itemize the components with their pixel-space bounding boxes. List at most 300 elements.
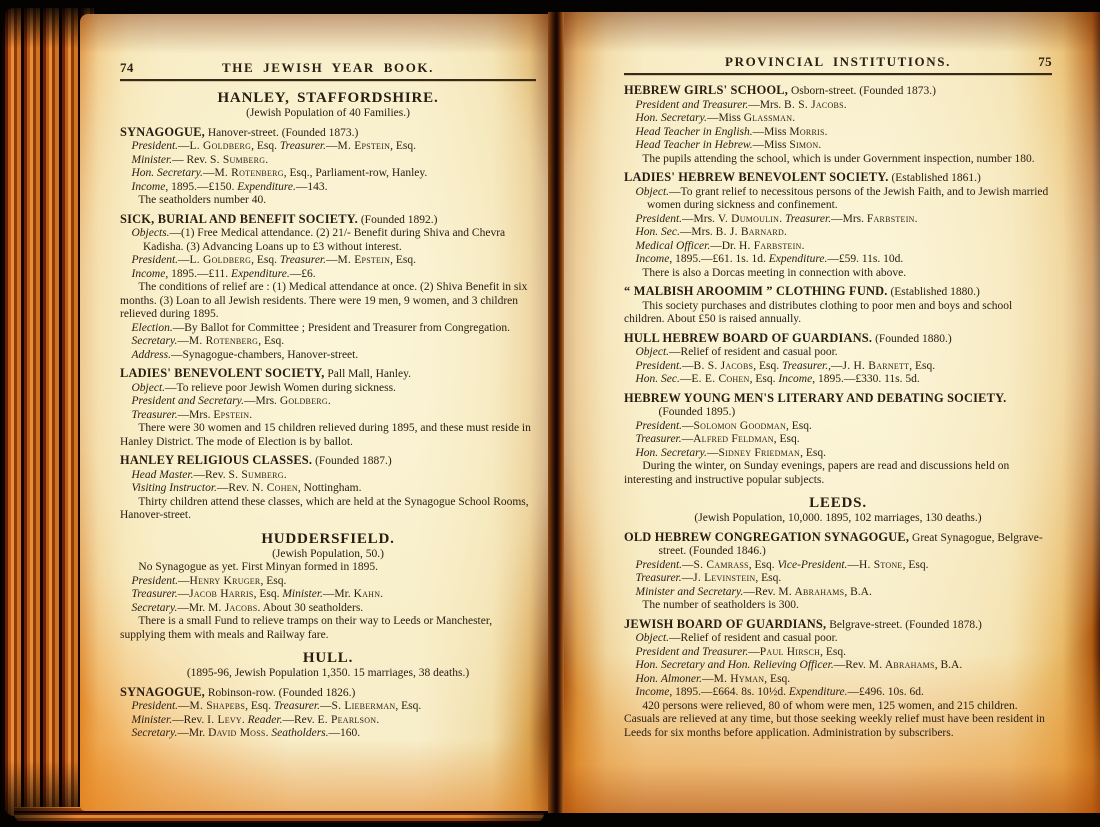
text-run: , Esq. bbox=[258, 335, 285, 347]
left-page-inner bbox=[80, 14, 548, 811]
officer-line bbox=[120, 268, 536, 282]
institution-heading bbox=[624, 618, 1052, 633]
institution-heading bbox=[120, 126, 536, 141]
right-page bbox=[564, 12, 1100, 813]
officer-line bbox=[624, 673, 1052, 687]
text-run: The conditions of relief are : (1) Medical attendance at once. (2) Shiva Benefit in six months. (3) Loan to all Jewish residents. There were 19 men, 9 women, and 3 children relieved during 1895. bbox=[120, 281, 528, 320]
text-run: . bbox=[283, 468, 287, 481]
text-run: Hon. Secretary. bbox=[131, 167, 203, 179]
text-run: . bbox=[914, 212, 918, 225]
book-gutter bbox=[548, 12, 564, 813]
text-run: HEBREW GIRLS' SCHOOL, bbox=[624, 83, 789, 97]
text-run: Epstein bbox=[213, 408, 250, 421]
text-run: , Esq. bbox=[390, 254, 417, 266]
text-run: I. Levy bbox=[207, 713, 242, 726]
institution-heading bbox=[624, 531, 1052, 559]
text-run: Treasurer. bbox=[273, 700, 320, 712]
text-run: OLD HEBREW CONGREGATION SYNAGOGUE, bbox=[624, 529, 910, 544]
text-run: , 1895.—£11. bbox=[165, 267, 232, 280]
text-run: —Mrs. bbox=[177, 408, 214, 421]
text-run: Osborn-street. (Founded 1873.) bbox=[788, 85, 936, 97]
text-run: —Mr. bbox=[177, 601, 209, 614]
text-run: , Esq. bbox=[749, 373, 779, 385]
text-run: Henry Kruger bbox=[189, 574, 261, 587]
text-run: S. Sumberg bbox=[209, 153, 266, 166]
text-run: M. Rotenberg bbox=[214, 167, 284, 179]
text-run: . bbox=[265, 153, 269, 166]
text-run: , Esq. bbox=[785, 419, 812, 432]
officer-line bbox=[120, 575, 536, 589]
text-run: —To grant relief to necessitous persons of the Jewish Faith, and to Jewish married women during sickness and confinement. bbox=[647, 185, 1049, 211]
text-run: —Rev. bbox=[282, 713, 318, 726]
text-run: President. bbox=[635, 558, 683, 571]
text-run: , Esq. bbox=[245, 700, 274, 712]
text-run: Medical Officer. bbox=[635, 239, 711, 252]
text-run: —By Ballot for Committee ; President and Treasurer from Congregation. bbox=[172, 321, 510, 334]
officer-line bbox=[624, 632, 1052, 646]
description-paragraph bbox=[120, 194, 536, 208]
text-run: — bbox=[178, 140, 190, 152]
text-run: David Moss bbox=[208, 727, 266, 739]
text-run: Secretary. bbox=[131, 727, 178, 739]
text-run: — Rev. bbox=[172, 153, 210, 166]
text-run: . bbox=[779, 212, 785, 225]
text-run: HEBREW YOUNG MEN'S LITERARY AND DEBATING SOCIETY. bbox=[624, 390, 1007, 405]
text-run: V. Dumoulin bbox=[717, 212, 780, 225]
officer-line bbox=[120, 727, 536, 741]
text-run: . bbox=[249, 408, 253, 421]
text-run: — bbox=[679, 373, 692, 385]
text-run: Simon bbox=[789, 139, 819, 151]
officer-line bbox=[624, 213, 1052, 227]
text-run: Morris bbox=[789, 125, 825, 138]
officer-line bbox=[120, 395, 536, 409]
officer-line bbox=[624, 139, 1052, 153]
text-run: —£496. 10s. 6d. bbox=[847, 686, 924, 698]
text-run: Treasurer. bbox=[279, 140, 327, 152]
text-run: — bbox=[681, 572, 694, 584]
text-run: (Jewish Population, 10,000. 1895, 102 marriages, 130 deaths.) bbox=[694, 512, 982, 524]
officer-line bbox=[624, 373, 1052, 387]
text-run: Sidney Friedman bbox=[718, 446, 801, 459]
text-run: H. Farbstein bbox=[738, 239, 802, 252]
text-run: Expenditure. bbox=[237, 180, 296, 193]
text-run: Secretary. bbox=[131, 601, 178, 614]
text-run: —Mrs. bbox=[831, 212, 867, 225]
text-run: , 1895.—£61. 1s. 1d. bbox=[669, 253, 769, 265]
officer-line bbox=[624, 346, 1052, 360]
text-run: — bbox=[847, 558, 859, 571]
text-run: , Esq. bbox=[251, 140, 280, 152]
text-run: , Esq., Parliament-row, Hanley. bbox=[283, 167, 428, 179]
text-run: M. Epstein bbox=[337, 140, 391, 152]
text-run: LADIES' HEBREW BENEVOLENT SOCIETY. bbox=[624, 170, 889, 184]
text-run: (Founded 1892.) bbox=[357, 213, 438, 226]
text-run: (Established 1880.) bbox=[887, 286, 980, 298]
text-run: There is also a Dorcas meeting in connection with above. bbox=[642, 266, 907, 279]
text-run: . About 30 seatholders. bbox=[257, 601, 364, 614]
text-run: — bbox=[702, 672, 714, 685]
population-line bbox=[120, 548, 536, 562]
text-run: President. bbox=[131, 140, 179, 152]
text-run: “ MALBISH AROOMIM ” CLOTHING FUND. bbox=[624, 284, 888, 298]
text-run: , 1895.—£150. bbox=[165, 180, 238, 193]
text-run: Hon. Secretary and Hon. Relieving Officer. bbox=[635, 659, 834, 671]
text-run: This society purchases and distributes clothing to poor men and boys and school children. About £50 is raised annually. bbox=[624, 299, 1013, 325]
text-run: . bbox=[327, 395, 331, 407]
text-run: — bbox=[326, 140, 338, 152]
text-run: Head Teacher in Hebrew. bbox=[635, 139, 753, 151]
officer-line bbox=[120, 714, 536, 728]
text-run: H. Stone bbox=[858, 558, 903, 571]
description-paragraph bbox=[120, 422, 536, 449]
text-run: . bbox=[380, 588, 384, 600]
text-run: E. E. Cohen bbox=[691, 373, 750, 385]
right-page-inner bbox=[564, 12, 1100, 813]
text-run: No Synagogue as yet. First Minyan formed in 1895. bbox=[138, 561, 378, 573]
text-run: Solomon Goodman bbox=[693, 419, 786, 432]
description-paragraph bbox=[624, 300, 1052, 327]
text-run: , Esq. bbox=[251, 254, 280, 266]
text-run: Treasurer. bbox=[131, 588, 178, 600]
right-page-content bbox=[624, 84, 1052, 740]
text-run: Visiting Instructor. bbox=[131, 482, 217, 494]
text-run: L. Goldberg bbox=[189, 140, 252, 152]
description-paragraph bbox=[120, 615, 536, 642]
left-page-number: 74 bbox=[120, 60, 134, 75]
text-run: (Jewish Population, 50.) bbox=[272, 547, 384, 560]
text-run: Belgrave-street. (Founded 1878.) bbox=[826, 618, 982, 631]
text-run: —Miss bbox=[706, 112, 744, 124]
institution-heading bbox=[120, 367, 536, 382]
population-line bbox=[120, 107, 536, 121]
text-run: — bbox=[326, 254, 338, 266]
text-run: . bbox=[265, 727, 272, 739]
text-run: — bbox=[681, 433, 694, 445]
text-run: Treasurer. bbox=[131, 408, 178, 421]
text-run: —143. bbox=[295, 180, 328, 193]
text-run: HULL. bbox=[302, 650, 354, 666]
text-run: Thirty children attend these classes, which are held at the Synagogue School Rooms, Hanover-street. bbox=[120, 495, 529, 521]
text-run: Minister. bbox=[131, 153, 173, 166]
text-run: —Rev. bbox=[216, 482, 252, 494]
text-run: Hon. Almoner. bbox=[635, 672, 703, 685]
text-run: — bbox=[682, 359, 694, 372]
text-run: During the winter, on Sunday evenings, papers are read and discussions held on interesting and instructive popular subjects. bbox=[624, 460, 1010, 486]
officer-line bbox=[624, 586, 1052, 600]
text-run: —Mrs. bbox=[682, 212, 718, 225]
text-run: Treasurer. bbox=[279, 254, 327, 266]
text-run: SYNAGOGUE, bbox=[120, 124, 205, 139]
text-run: The number of seatholders is 300. bbox=[642, 599, 799, 611]
text-run: HUDDERSFIELD. bbox=[261, 530, 395, 547]
text-run: Treasurer. bbox=[784, 212, 832, 225]
text-run: Hanover-street. (Founded 1873.) bbox=[204, 126, 359, 139]
text-run: Head Master. bbox=[131, 468, 194, 481]
text-run: M. Abrahams bbox=[868, 659, 935, 671]
text-run: —Mrs. bbox=[679, 226, 716, 238]
text-run: Reader. bbox=[247, 713, 283, 726]
text-run: Kahn bbox=[353, 588, 381, 600]
text-run: —Relief of resident and casual poor. bbox=[669, 346, 838, 358]
text-run: —Miss bbox=[752, 139, 790, 151]
text-run: President and Treasurer. bbox=[635, 645, 749, 658]
text-run: There were 30 women and 15 children relieved during 1895, and these must reside in Hanley District. The mode of Election is by ballot. bbox=[120, 422, 531, 448]
text-run: President. bbox=[131, 254, 179, 266]
text-run: Election. bbox=[131, 321, 173, 334]
text-run: S. Sumberg bbox=[228, 468, 284, 481]
institution-heading bbox=[624, 392, 1052, 420]
text-run: Seatholders. bbox=[271, 727, 329, 739]
text-run: There is a small Fund to relieve tramps on their way to Leeds or Manchester, supplying them with meals and Railway fare. bbox=[120, 615, 493, 641]
text-run: S. Lieberman bbox=[331, 700, 396, 712]
text-run: —Dr. bbox=[710, 239, 739, 252]
text-run: Treasurer. bbox=[635, 572, 682, 584]
officer-line bbox=[624, 126, 1052, 140]
right-running-title: PROVINCIAL INSTITUTIONS. bbox=[725, 54, 951, 69]
text-run: Pall Mall, Hanley. bbox=[324, 368, 411, 380]
text-run: — bbox=[682, 558, 694, 571]
population-line bbox=[624, 512, 1052, 526]
text-run: Hon. Secretary. bbox=[635, 446, 707, 459]
officer-line bbox=[120, 181, 536, 195]
text-run: Minister and Secretary. bbox=[635, 585, 744, 598]
text-run: , Esq. bbox=[800, 446, 826, 459]
text-run: (1895-96, Jewish Population 1,350. 15 marriages, 38 deaths.) bbox=[186, 667, 470, 679]
officer-line bbox=[120, 227, 536, 254]
officer-line bbox=[624, 226, 1052, 240]
institution-heading bbox=[624, 84, 1052, 99]
text-run: HULL HEBREW BOARD OF GUARDIANS. bbox=[624, 330, 873, 345]
description-paragraph bbox=[624, 599, 1052, 613]
text-run: President. bbox=[131, 700, 179, 712]
text-run: , Esq. bbox=[395, 700, 422, 712]
text-run: L. Goldberg bbox=[189, 254, 252, 266]
text-run: —Rev. bbox=[193, 468, 229, 481]
officer-line bbox=[120, 409, 536, 423]
left-page bbox=[80, 14, 548, 811]
text-run: 420 persons were relieved, 80 of whom were men, 125 women, and 215 children. Casuals are relieved at any time, but those seeking weekly relief must have been resident in Leeds for six months before application. Administration by subscribers. bbox=[624, 699, 1045, 739]
officer-line bbox=[624, 646, 1052, 660]
text-run: Object. bbox=[635, 346, 670, 358]
right-page-header bbox=[624, 54, 1052, 70]
text-run: J. Levinstein bbox=[693, 572, 756, 584]
place-heading bbox=[120, 90, 536, 107]
text-run: M. Epstein bbox=[337, 254, 391, 266]
officer-line bbox=[624, 112, 1052, 126]
text-run: , Esq. bbox=[260, 574, 287, 587]
left-page-header bbox=[120, 60, 536, 76]
text-run: —Miss bbox=[752, 125, 790, 138]
right-page-number: 75 bbox=[1038, 54, 1052, 69]
officer-line bbox=[624, 253, 1052, 267]
officer-line bbox=[120, 602, 536, 616]
text-run: President and Secretary. bbox=[131, 395, 245, 407]
text-run: S. Camrass bbox=[693, 558, 749, 571]
text-run: HANLEY RELIGIOUS CLASSES. bbox=[120, 453, 313, 467]
text-run: , 1895.—£330. 11s. 5d. bbox=[812, 373, 920, 385]
officer-line bbox=[120, 382, 536, 396]
text-run: , Esq. bbox=[748, 558, 778, 571]
text-run: Treasurer. bbox=[635, 433, 682, 445]
officer-line bbox=[120, 469, 536, 483]
left-running-title: THE JEWISH YEAR BOOK. bbox=[222, 60, 434, 75]
text-run: Object. bbox=[635, 185, 670, 198]
text-run: Minister. bbox=[282, 588, 323, 600]
text-run: Head Teacher in English. bbox=[635, 125, 753, 138]
text-run: — bbox=[178, 254, 190, 266]
text-run: —To relieve poor Jewish Women during sickness. bbox=[165, 381, 396, 394]
text-run: , Esq. bbox=[755, 572, 782, 584]
text-run: (Founded 1895.) bbox=[658, 406, 736, 418]
text-run: —Mrs. bbox=[244, 395, 280, 407]
text-run: Paul Hirsch bbox=[759, 645, 821, 658]
text-run: , Esq. bbox=[753, 359, 782, 372]
text-run: LADIES' BENEVOLENT SOCIETY, bbox=[120, 366, 325, 380]
text-run: Income bbox=[635, 253, 670, 265]
text-run: . bbox=[801, 239, 805, 252]
right-header-rule bbox=[624, 73, 1052, 75]
text-run: —Mrs. bbox=[748, 98, 785, 111]
text-run: ,— bbox=[828, 359, 843, 372]
text-run: — bbox=[202, 167, 215, 179]
text-run: . bbox=[818, 139, 822, 151]
officer-line bbox=[120, 167, 536, 181]
officer-line bbox=[624, 659, 1052, 673]
text-run: . bbox=[843, 98, 847, 111]
place-heading bbox=[624, 495, 1052, 512]
text-run: Hon. Secretary. bbox=[635, 112, 707, 124]
text-run: —(1) Free Medical attendance. (2) 21/- Benefit during Shiva and Chevra Kadisha. (3) Advancing Loans up to £3 without interest. bbox=[143, 227, 506, 253]
text-run: Income bbox=[131, 180, 166, 193]
left-page-content bbox=[120, 90, 536, 741]
text-run: Income bbox=[778, 373, 813, 385]
text-run: —Synagogue-chambers, Hanover-street. bbox=[171, 348, 359, 361]
text-run: Goldberg bbox=[279, 395, 328, 407]
officer-line bbox=[120, 349, 536, 363]
text-run: B. S. Jacobs bbox=[693, 359, 754, 372]
officer-line bbox=[120, 140, 536, 154]
text-run: M. Hyman bbox=[713, 672, 765, 685]
text-run: (Founded 1887.) bbox=[312, 455, 392, 467]
text-run: Expenditure. bbox=[231, 267, 290, 280]
text-run: Minister. bbox=[131, 713, 173, 726]
left-header-rule bbox=[120, 79, 536, 81]
description-paragraph bbox=[120, 561, 536, 575]
text-run: M. Jacobs bbox=[208, 601, 258, 614]
text-run: SICK, BURIAL AND BENEFIT SOCIETY. bbox=[120, 211, 358, 226]
text-run: N. Cohen bbox=[251, 482, 298, 494]
text-run: JEWISH BOARD OF GUARDIANS, bbox=[624, 616, 827, 631]
text-run: Hon. Sec. bbox=[635, 226, 680, 238]
text-run: Expenditure. bbox=[788, 686, 848, 698]
text-run: —Rev. bbox=[833, 659, 869, 671]
institution-heading bbox=[624, 171, 1052, 186]
institution-heading bbox=[624, 332, 1052, 347]
text-run: — bbox=[682, 419, 694, 432]
text-run: , Esq. bbox=[764, 672, 791, 685]
text-run: — bbox=[178, 700, 190, 712]
officer-line bbox=[120, 588, 536, 602]
institution-heading bbox=[624, 285, 1052, 300]
text-run: Glassman bbox=[743, 112, 793, 124]
text-run: President. bbox=[635, 212, 683, 225]
text-run: — bbox=[706, 446, 719, 459]
text-run: , Esq. bbox=[820, 645, 846, 658]
officer-line bbox=[624, 686, 1052, 700]
text-run: Farbstein bbox=[866, 212, 915, 225]
description-paragraph bbox=[624, 460, 1052, 487]
description-paragraph bbox=[120, 496, 536, 523]
text-run: — bbox=[177, 588, 190, 600]
officer-line bbox=[624, 360, 1052, 374]
text-run: Great Synagogue, Belgrave-street. (Founded 1846.) bbox=[658, 531, 1043, 557]
text-run: —Relief of resident and casual poor. bbox=[669, 632, 838, 644]
text-run: E. Pearlson bbox=[317, 713, 377, 726]
officer-line bbox=[624, 420, 1052, 434]
institution-heading bbox=[120, 454, 536, 469]
text-run: Jacob Harris bbox=[189, 588, 254, 600]
officer-line bbox=[624, 99, 1052, 113]
officer-line bbox=[120, 322, 536, 336]
population-line bbox=[120, 667, 536, 681]
text-run: — bbox=[177, 335, 189, 347]
text-run: , Esq. bbox=[773, 433, 800, 445]
place-heading bbox=[120, 650, 536, 667]
officer-line bbox=[624, 572, 1052, 586]
text-run: , Nottingham. bbox=[297, 482, 362, 494]
text-run: Object. bbox=[131, 381, 166, 394]
text-run: J. H. Barnett bbox=[842, 359, 910, 372]
text-run: The seatholders number 40. bbox=[138, 194, 267, 206]
text-run: SYNAGOGUE, bbox=[120, 684, 205, 699]
text-run: Address. bbox=[131, 348, 172, 361]
text-run: Vice-President. bbox=[777, 558, 848, 571]
text-run: B. S. Jacobs bbox=[784, 98, 844, 111]
text-run: — bbox=[748, 645, 760, 658]
text-run: Income bbox=[635, 686, 670, 698]
text-run: (Jewish Population of 40 Families.) bbox=[246, 107, 410, 119]
text-run: Objects. bbox=[131, 227, 170, 239]
officer-line bbox=[624, 240, 1052, 254]
text-run: —160. bbox=[328, 727, 361, 739]
text-run: . bbox=[824, 125, 828, 138]
text-run: , Esq. bbox=[902, 558, 929, 571]
officer-line bbox=[624, 186, 1052, 213]
text-run: Secretary. bbox=[131, 335, 178, 347]
description-paragraph bbox=[624, 700, 1052, 741]
institution-heading bbox=[120, 213, 536, 228]
text-run: , Esq. bbox=[390, 140, 417, 152]
text-run: (Established 1861.) bbox=[888, 172, 981, 184]
officer-line bbox=[120, 254, 536, 268]
text-run: HANLEY, STAFFORDSHIRE. bbox=[217, 90, 439, 106]
text-run: President and Treasurer. bbox=[635, 98, 749, 111]
text-run: President. bbox=[635, 419, 683, 432]
text-run: (Founded 1880.) bbox=[872, 332, 952, 345]
text-run: Income bbox=[131, 267, 166, 280]
description-paragraph bbox=[120, 281, 536, 322]
text-run: B. J. Barnard bbox=[715, 226, 785, 238]
text-run: M. Abrahams bbox=[778, 585, 845, 598]
text-run: President. bbox=[131, 574, 179, 587]
text-run: Expenditure. bbox=[768, 253, 828, 265]
text-run: . bbox=[376, 713, 380, 726]
text-run: Treasurer. bbox=[782, 359, 829, 372]
officer-line bbox=[120, 700, 536, 714]
text-run: M. Shapebs bbox=[189, 700, 246, 712]
place-heading bbox=[120, 531, 536, 548]
